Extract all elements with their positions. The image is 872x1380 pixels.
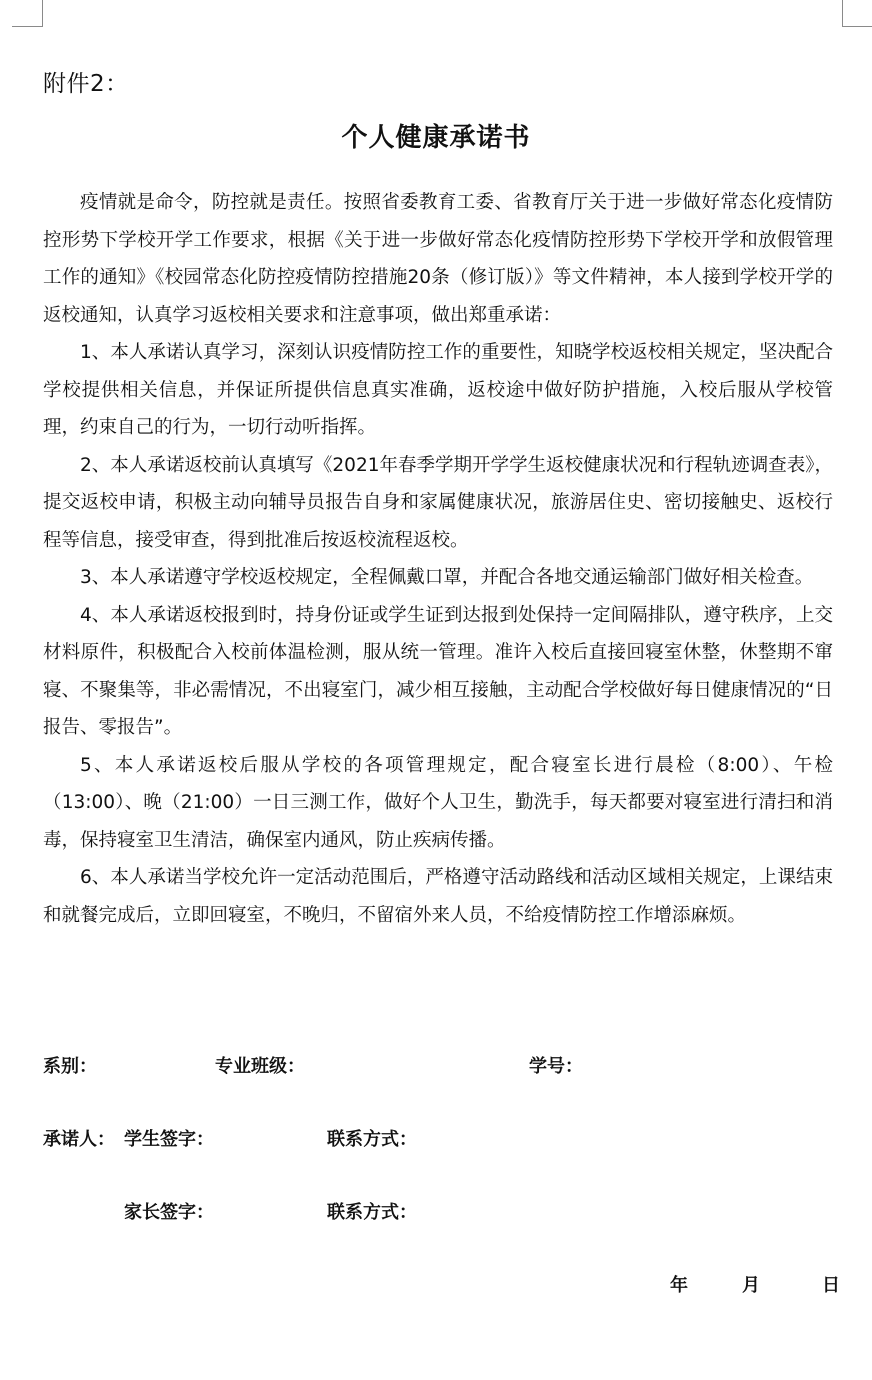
promise-item-2: 2、本人承诺返校前认真填写《2021年春季学期开学学生返校健康状况和行程轨迹调查表》，提交返校申请，积极主动向辅导员报告自身和家属健康状况，旅游居住史、密切接触史、返校行程等信息，接受审查，得到批准后按返校流程返校。 [43, 454, 833, 551]
department-label: 系别： [43, 1056, 97, 1077]
class-label: 专业班级： [215, 1056, 305, 1077]
promise-item-6: 6、本人承诺当学校允许一定活动范围后，严格遵守活动路线和活动区域相关规定，上课结束和就餐完成后，立即回寝室，不晚归，不留宿外来人员，不给疫情防控工作增添麻烦。 [43, 867, 833, 926]
student-id-label: 学号： [529, 1056, 583, 1077]
promise-item-1: 1、本人承诺认真学习，深刻认识疫情防控工作的重要性，知晓学校返校相关规定，坚决配合学校提供相关信息，并保证所提供信息真实准确，返校途中做好防护措施，入校后服从学校管理，约束自己的行为，一切行动听指挥。 [43, 342, 833, 438]
date-year-label: 年 [670, 1275, 688, 1296]
attachment-label: 附件2： [43, 71, 129, 97]
promise-item-5: 5、本人承诺返校后服从学校的各项管理规定，配合寝室长进行晨检（8:00）、午检（13:00）、晚（21:00）一日三测工作，做好个人卫生，勤洗手，每天都要对寝室进行清扫和消毒，保持寝室卫生清洁，确保室内通风，防止疾病传播。 [43, 754, 833, 851]
date-day-label: 日 [822, 1275, 840, 1296]
page-corner-mark-left [12, 0, 43, 27]
document-body [43, 184, 833, 934]
student-contact-label: 联系方式： [327, 1129, 417, 1150]
promiser-label: 承诺人： [43, 1129, 115, 1150]
promise-item-3: 3、本人承诺遵守学校返校规定，全程佩戴口罩，并配合各地交通运输部门做好相关检查。 [80, 567, 814, 588]
parent-signature-label: 家长签字： [124, 1202, 214, 1223]
intro-paragraph: 疫情就是命令，防控就是责任。按照省委教育工委、省教育厅关于进一步做好常态化疫情防控形势下学校开学工作要求，根据《关于进一步做好常态化疫情防控形势下学校开学和放假管理工作的通知》《校园常态化防控疫情防控措施20条（修订版）》等文件精神，本人接到学校开学的返校通知，认真学习返校相关要求和注意事项，做出郑重承诺： [43, 192, 833, 326]
promise-item-4: 4、本人承诺返校报到时，持身份证或学生证到达报到处保持一定间隔排队，遵守秩序，上交材料原件，积极配合入校前体温检测，服从统一管理。准许入校后直接回寝室休整，休整期不窜寝、不聚集等，非必需情况，不出寝室门，减少相互接触，主动配合学校做好每日健康情况的“日报告、零报告”。 [43, 604, 833, 738]
date-month-label: 月 [742, 1275, 760, 1296]
parent-contact-label: 联系方式： [327, 1202, 417, 1223]
student-signature-label: 学生签字： [124, 1129, 214, 1150]
page-corner-mark-right [842, 0, 872, 27]
document-title: 个人健康承诺书 [341, 123, 531, 153]
